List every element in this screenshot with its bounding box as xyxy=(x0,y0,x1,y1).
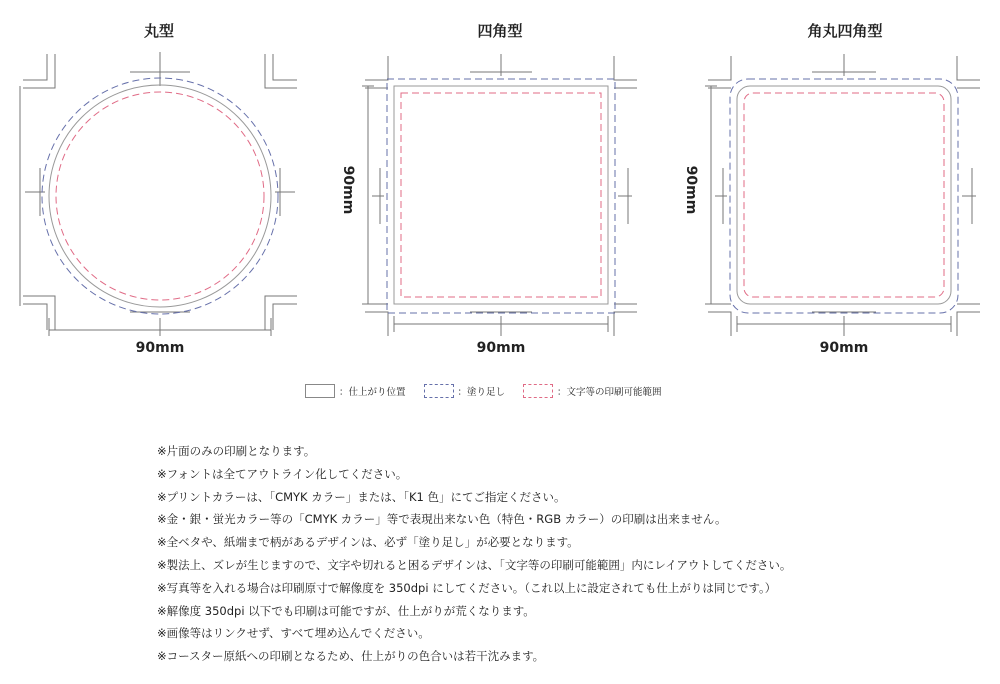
note-item: ※解像度 350dpi 以下でも印刷は可能ですが、仕上がりが荒くなります。 xyxy=(157,603,535,618)
square-bleed-line xyxy=(387,79,615,313)
legend-bleed-label: ：塗り足し xyxy=(457,387,506,398)
note-item: ※プリントカラーは、「CMYK カラー」または、「K1 色」にてご指定ください。 xyxy=(157,489,566,504)
square-finish-line xyxy=(394,86,608,304)
legend-safe-label: ：文字等の印刷可能範囲 xyxy=(557,387,662,398)
square-width-label: 90mm xyxy=(476,340,526,356)
note-item: ※製法上、ズレが生じますので、文字や切れると困るデザインは、「文字等の印刷可能範囲」内にレイアウトしてください。 xyxy=(157,557,792,572)
title-rounded-square: 角丸四角型 xyxy=(807,22,883,40)
round-finish-line xyxy=(49,85,271,307)
legend-finish-label: ：仕上がり位置 xyxy=(339,387,406,398)
legend-safe xyxy=(523,384,662,398)
legend-bleed xyxy=(424,384,506,398)
legend-finish xyxy=(305,384,406,398)
legend xyxy=(305,382,680,400)
rounded-width-label: 90mm xyxy=(819,340,869,356)
title-square: 四角型 xyxy=(477,22,523,40)
round-safe-line xyxy=(56,92,264,300)
note-item: ※画像等はリンクせず、すべて埋め込んでください。 xyxy=(157,626,430,641)
note-item: ※写真等を入れる場合は印刷原寸で解像度を 350dpi にしてください。（これ以上に設定されても仕上がりは同じです。） xyxy=(157,580,777,595)
round-template xyxy=(23,52,297,336)
legend-safe-swatch xyxy=(523,384,553,398)
rounded-safe-line xyxy=(744,93,944,297)
rounded-height-label: 90mm xyxy=(683,165,699,215)
note-item: ※金・銀・蛍光カラー等の「CMYK カラー」等で表現出来ない色（特色・RGB カラー）の印刷は出来ません。 xyxy=(157,512,727,527)
square-safe-line xyxy=(401,93,601,297)
rounded-square-template xyxy=(708,54,980,336)
note-item: ※フォントは全てアウトライン化してください。 xyxy=(157,466,408,481)
rounded-height-dimension-line xyxy=(705,86,717,304)
round-bleed-line xyxy=(42,78,278,314)
square-height-label: 90mm xyxy=(340,165,356,215)
square-template xyxy=(365,54,637,336)
note-item: ※全ベタや、紙端まで柄があるデザインは、必ず「塗り足し」が必要となります。 xyxy=(157,535,579,550)
title-round: 丸型 xyxy=(143,22,174,40)
square-height-dimension-line xyxy=(362,86,374,304)
notes-list xyxy=(157,440,791,668)
legend-finish-swatch xyxy=(305,384,335,398)
round-width-label: 90mm xyxy=(135,340,185,356)
note-item: ※片面のみの印刷となります。 xyxy=(157,444,316,458)
legend-bleed-swatch xyxy=(424,384,454,398)
rounded-finish-line xyxy=(737,86,951,304)
note-item: ※コースター原紙への印刷となるため、仕上がりの色合いは若干沈みます。 xyxy=(157,649,545,664)
rounded-bleed-line xyxy=(730,79,958,313)
